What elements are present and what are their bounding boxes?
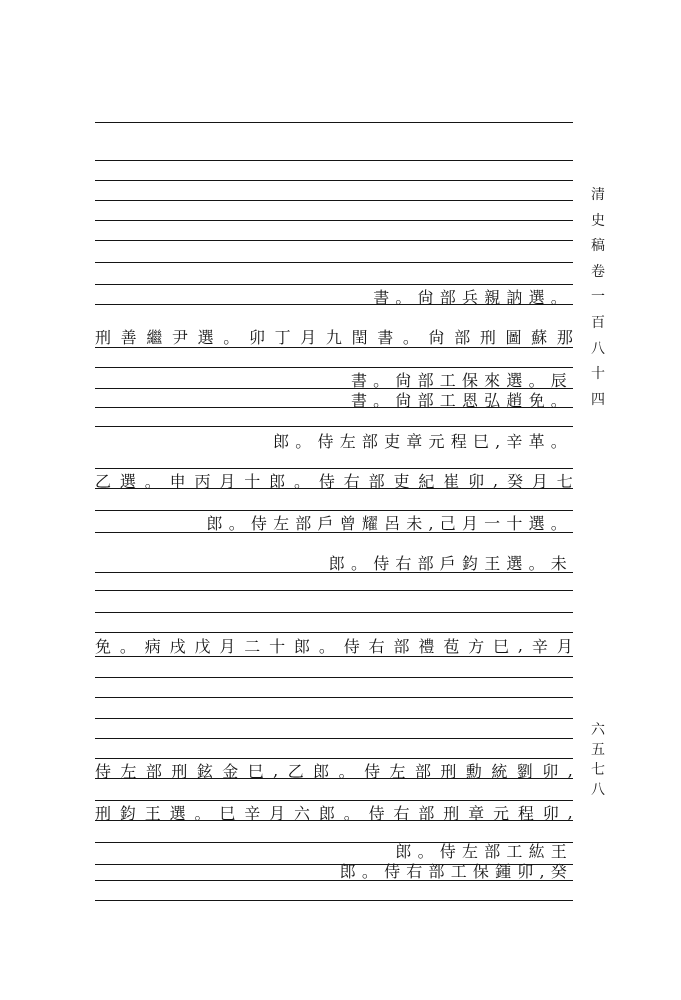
table-row xyxy=(95,468,573,492)
vertical-char: 百 xyxy=(591,314,605,331)
row-text: 郎。侍右部工保鍾卯,癸 xyxy=(339,861,573,881)
row-char: 刑 xyxy=(443,803,460,823)
row-char: 選 xyxy=(119,471,136,491)
row-char: 部 xyxy=(418,803,435,823)
vertical-char: 十 xyxy=(591,366,605,383)
row-char: 善 xyxy=(120,327,137,347)
row-char: 辛 xyxy=(244,803,261,823)
row-char: 侍 xyxy=(318,471,335,491)
row-char: 勳 xyxy=(465,761,482,781)
row-text: 郎。侍右部戶鈞王選。未 xyxy=(328,553,573,573)
row-char: 二 xyxy=(244,636,261,656)
row-char: 十 xyxy=(244,471,261,491)
row-char: 月 xyxy=(219,471,236,491)
row-char: 尙 xyxy=(428,327,445,347)
page-number xyxy=(588,720,608,800)
row-char: 書 xyxy=(377,327,394,347)
row-char: 程 xyxy=(517,803,534,823)
table-row xyxy=(95,324,573,348)
row-char: 蘇 xyxy=(531,327,548,347)
row-char: , xyxy=(567,802,573,822)
row-char: 尹 xyxy=(171,327,188,347)
table-rule xyxy=(95,426,573,427)
row-text: 郎。侍左部戶曾耀呂未,己月一十選。 xyxy=(206,513,573,533)
table-row xyxy=(95,800,573,824)
vertical-char: 卷 xyxy=(591,263,605,280)
row-char: 。 xyxy=(144,471,161,491)
table-rule xyxy=(95,240,573,241)
page-number-chars xyxy=(588,720,608,800)
row-char: 乙 xyxy=(95,471,112,491)
row-char: 繼 xyxy=(146,327,163,347)
row-char: 郎 xyxy=(269,471,286,491)
row-char: 元 xyxy=(493,803,510,823)
row-char: 那 xyxy=(556,327,573,347)
row-char: 部 xyxy=(368,471,385,491)
row-char: 方 xyxy=(468,636,485,656)
vertical-char: 史 xyxy=(591,212,605,229)
row-char: 閏 xyxy=(351,327,368,347)
table-rule xyxy=(95,122,573,123)
table-rule xyxy=(95,160,573,161)
row-char: 鈞 xyxy=(119,803,136,823)
vertical-char: 七 xyxy=(591,762,605,778)
row-char: 鉉 xyxy=(196,761,213,781)
row-char: 右 xyxy=(393,803,410,823)
row-char: 左 xyxy=(389,761,406,781)
row-char: 。 xyxy=(338,761,355,781)
table-row xyxy=(95,550,573,574)
row-char: 金 xyxy=(222,761,239,781)
row-char: 部 xyxy=(454,327,471,347)
table-row xyxy=(95,633,573,657)
table-rule xyxy=(95,200,573,201)
row-char: 郎 xyxy=(313,761,330,781)
row-char: 免 xyxy=(95,636,112,656)
row-char: 王 xyxy=(144,803,161,823)
row-char: 郎 xyxy=(318,803,335,823)
row-char: 巳 xyxy=(219,803,236,823)
row-text: 郎。侍左部工紘王 xyxy=(395,841,573,861)
row-char: , xyxy=(567,760,573,780)
row-char: 統 xyxy=(491,761,508,781)
row-char: 刑 xyxy=(95,803,112,823)
row-char: 刑 xyxy=(95,327,112,347)
vertical-char: 八 xyxy=(591,340,605,357)
row-char: 侍 xyxy=(368,803,385,823)
row-char: 乙 xyxy=(287,761,304,781)
row-text: 書。尙部工保來選。辰 xyxy=(350,370,573,390)
vertical-char: 五 xyxy=(591,742,605,758)
table-rule xyxy=(95,180,573,181)
row-char: 丙 xyxy=(194,471,211,491)
table-rule xyxy=(95,697,573,698)
row-char: 部 xyxy=(414,761,431,781)
row-char: 戊 xyxy=(194,636,211,656)
row-char: 崔 xyxy=(443,471,460,491)
row-char: 月 xyxy=(556,636,573,656)
table-rule xyxy=(95,718,573,719)
table-row xyxy=(95,858,573,882)
row-char: 。 xyxy=(194,803,211,823)
row-char: 申 xyxy=(169,471,186,491)
row-char: 。 xyxy=(343,803,360,823)
row-char: 選 xyxy=(169,803,186,823)
table-rule xyxy=(95,612,573,613)
vertical-char: 六 xyxy=(591,722,605,738)
row-char: 辛 xyxy=(531,636,548,656)
row-char: 卯 xyxy=(248,327,265,347)
row-char: 月 xyxy=(300,327,317,347)
row-char: 。 xyxy=(223,327,240,347)
row-char: 月 xyxy=(269,803,286,823)
row-char: 卯 xyxy=(542,761,559,781)
row-char: 苞 xyxy=(443,636,460,656)
row-char: 癸 xyxy=(506,471,523,491)
row-char: 左 xyxy=(120,761,137,781)
table-row xyxy=(95,758,573,782)
table-rule xyxy=(95,900,573,901)
vertical-char: 清 xyxy=(591,187,605,203)
row-char: 劉 xyxy=(516,761,533,781)
row-char: 右 xyxy=(368,636,385,656)
row-char: 月 xyxy=(219,636,236,656)
row-char: 章 xyxy=(468,803,485,823)
row-char: 十 xyxy=(269,636,286,656)
row-char: 刑 xyxy=(479,327,496,347)
table-row xyxy=(95,284,573,308)
row-char: 。 xyxy=(119,636,136,656)
row-char: , xyxy=(493,470,499,490)
table-rule xyxy=(95,738,573,739)
table-rule xyxy=(95,220,573,221)
row-char: 部 xyxy=(393,636,410,656)
vertical-char: 一 xyxy=(591,289,605,306)
vertical-char: 四 xyxy=(591,391,605,408)
row-char: 巳 xyxy=(247,761,264,781)
row-char: 。 xyxy=(318,636,335,656)
row-char: 七 xyxy=(556,471,573,491)
table-row xyxy=(95,510,573,534)
row-char: 六 xyxy=(294,803,311,823)
row-text: 郎。侍左部吏章元程巳,辛革。 xyxy=(273,431,573,451)
row-char: 戌 xyxy=(169,636,186,656)
row-char: 卯 xyxy=(468,471,485,491)
row-char: 部 xyxy=(145,761,162,781)
row-char: 選 xyxy=(197,327,214,347)
row-char: 。 xyxy=(294,471,311,491)
row-char: 九 xyxy=(325,327,342,347)
row-text: 書。尙部工恩弘趙免。 xyxy=(350,390,573,410)
row-char: 刑 xyxy=(171,761,188,781)
row-char: 刑 xyxy=(440,761,457,781)
table-row xyxy=(95,428,573,452)
row-char: 侍 xyxy=(95,761,112,781)
vertical-char: 八 xyxy=(591,782,605,798)
row-char: 紀 xyxy=(418,471,435,491)
row-char: , xyxy=(273,760,279,780)
row-char: 圖 xyxy=(505,327,522,347)
row-char: 卯 xyxy=(542,803,559,823)
row-char: 侍 xyxy=(343,636,360,656)
row-char: 吏 xyxy=(393,471,410,491)
row-char: 巳 xyxy=(493,636,510,656)
table-rule xyxy=(95,590,573,591)
row-char: 病 xyxy=(144,636,161,656)
row-char: , xyxy=(517,635,523,655)
table-rule xyxy=(95,677,573,678)
row-char: 月 xyxy=(531,471,548,491)
row-char: 郎 xyxy=(294,636,311,656)
running-title-chars xyxy=(588,183,608,413)
row-char: 禮 xyxy=(418,636,435,656)
row-char: 右 xyxy=(343,471,360,491)
vertical-char: 稿 xyxy=(591,238,605,255)
row-char: 侍 xyxy=(364,761,381,781)
row-text: 書。尙部兵親訥選。 xyxy=(373,287,573,307)
row-char: 。 xyxy=(402,327,419,347)
row-char: 丁 xyxy=(274,327,291,347)
table-row xyxy=(95,387,573,411)
table-rule xyxy=(95,262,573,263)
running-title xyxy=(588,183,608,413)
